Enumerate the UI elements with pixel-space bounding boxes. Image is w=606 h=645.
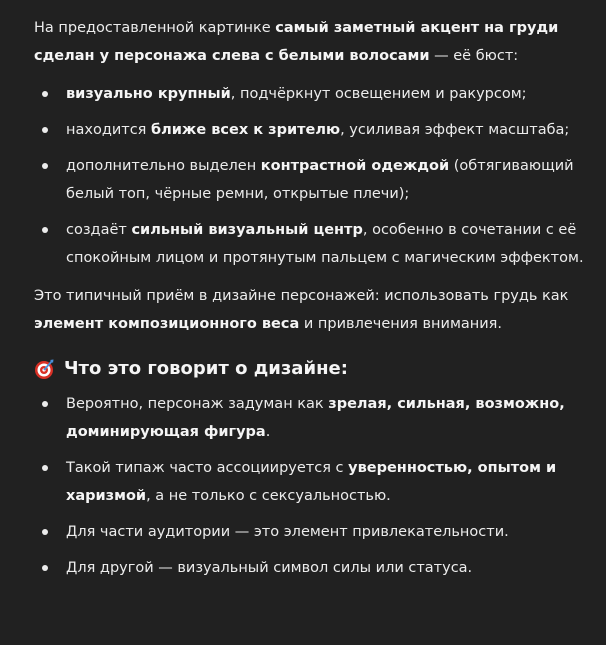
- bullet-icon: [42, 227, 48, 233]
- list-item-text: Для части аудитории — это элемент привлекательности.: [66, 524, 509, 540]
- list-item-bold: ближе всех к зрителю: [151, 122, 341, 138]
- list-item-text: дополнительно выделен: [66, 158, 261, 174]
- target-icon: [34, 359, 54, 379]
- summary-paragraph: [34, 282, 588, 338]
- summary-text: Это типичный приём в дизайне персонажей: использовать грудь как: [34, 288, 569, 304]
- summary-text-end: и привлечения внимания.: [299, 316, 502, 332]
- list-item-bold: контрастной одеждой: [260, 158, 450, 174]
- intro-text-end: — её бюст:: [429, 48, 519, 64]
- summary-bold: элемент композиционного веса: [34, 316, 300, 332]
- list-item-text: , особенно в сочетании с её спокойным лицом и протянутым пальцем с магическим эффектом.: [66, 222, 584, 266]
- list-item: [34, 454, 588, 510]
- list-item-bold: уверенностью, опытом и харизмой: [66, 460, 557, 504]
- list-item-bold: сильный визуальный центр: [131, 222, 363, 238]
- list-item: [34, 554, 588, 582]
- bullet-icon: [42, 529, 48, 535]
- list-item-text: , а не только с сексуальностью.: [146, 488, 391, 504]
- bullet-icon: [42, 91, 48, 97]
- list-item-text: , подчёркнут освещением и ракурсом;: [230, 86, 527, 102]
- list-item-text: создаёт: [66, 222, 132, 238]
- list-item: [34, 518, 588, 546]
- bullet-icon: [42, 163, 48, 169]
- list-item-bold: зрелая, сильная, возможно, доминирующая фигура: [66, 396, 565, 440]
- list-item: [34, 216, 588, 272]
- list-item: [34, 390, 588, 446]
- heading-text: Что это говорит о дизайне:: [64, 358, 348, 379]
- list-item-text: .: [265, 424, 271, 440]
- bullet-icon: [42, 401, 48, 407]
- list-item: [34, 80, 588, 108]
- intro-bold: самый заметный акцент на груди сделан у персонажа слева с белыми волосами: [34, 20, 559, 64]
- list-item-text: , усиливая эффект масштаба;: [340, 122, 570, 138]
- intro-paragraph: [34, 14, 588, 70]
- list-item-text: Для другой — визуальный символ силы или статуса.: [66, 560, 473, 576]
- list-item-text: Вероятно, персонаж задуман как: [66, 396, 329, 412]
- intro-text: На предоставленной картинке: [34, 20, 276, 36]
- features-list: [34, 80, 588, 272]
- list-item-text: находится: [66, 122, 152, 138]
- list-item-text: (обтягивающий белый топ, чёрные ремни, открытые плечи);: [66, 158, 574, 202]
- design-list: [34, 390, 588, 582]
- bullet-icon: [42, 127, 48, 133]
- list-item: [34, 152, 588, 208]
- list-item-bold: визуально крупный: [66, 86, 231, 102]
- list-item-text: Такой типаж часто ассоциируется с: [66, 460, 349, 476]
- section-heading: [34, 354, 588, 384]
- bullet-icon: [42, 565, 48, 571]
- list-item: [34, 116, 588, 144]
- bullet-icon: [42, 465, 48, 471]
